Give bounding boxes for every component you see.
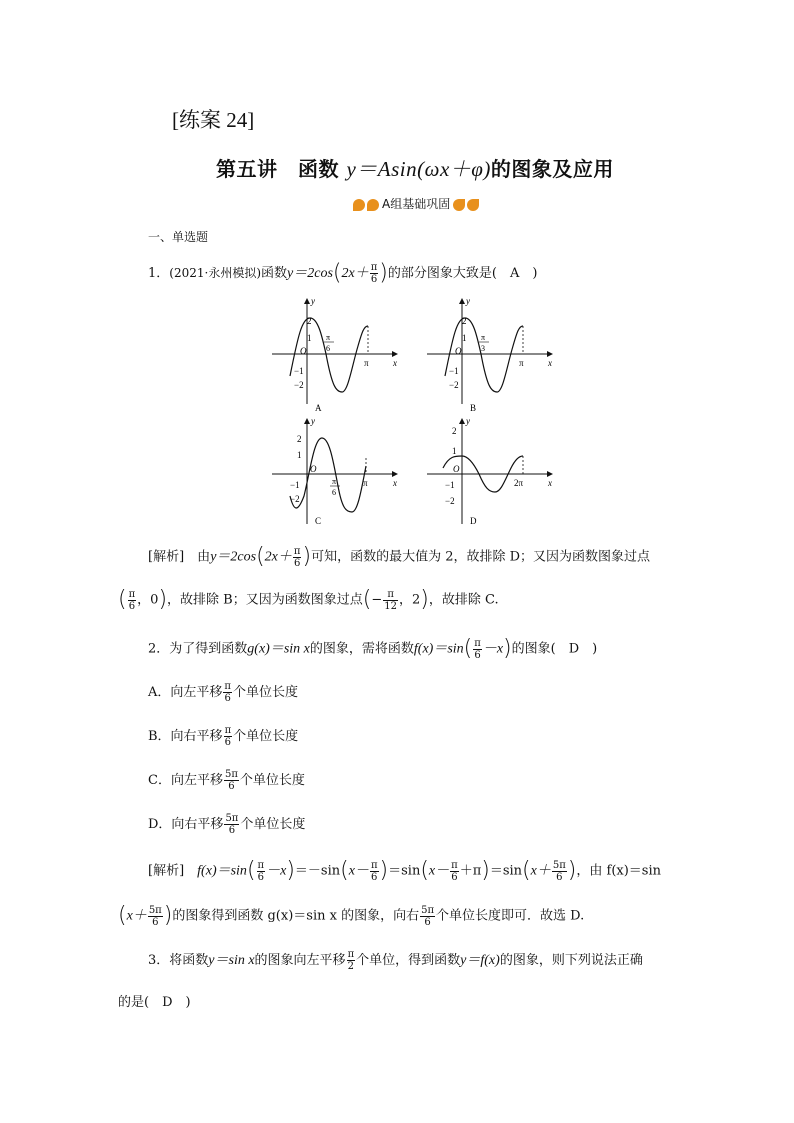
q3-stem-line1: 3．将函数y＝sin x的图象向左平移 $\frac{\pi}{2}$ 个单位，得到函数y＝f(x)的图象，则下列说法正确 xyxy=(148,949,643,972)
graph-b-y-label: y xyxy=(466,296,470,306)
q2-analysis-line2: (x＋ $\frac{5\pi}{6}$ )的图象得到函数 g(x)＝sin x 的图象，向右 $\frac{5\pi}{6}$ 个单位长度即可．故选 D. xyxy=(118,903,585,928)
group-badge xyxy=(352,195,480,212)
q1-analysis-line2: ( $\frac{\pi}{6}$ ，0)，故排除 B；又因为函数图象过点(− $\frac{\pi}{12}$ ，2)，故排除 C. xyxy=(118,587,499,612)
q2-stem: 2．为了得到函数g(x)＝sin x的图象，需将函数f(x)＝sin( $\frac{\pi}{6}$ －x)的图象( D ) xyxy=(148,636,598,661)
graph-c-y-label: y xyxy=(311,416,315,426)
graph-d-xmark: 2π xyxy=(514,478,524,488)
q1-analysis-line1: [解析] 由y＝2cos(2x＋ $\frac{\pi}{6}$ )可知，函数的最大值为 2，故排除 D；又因为函数图象过点 xyxy=(148,544,651,569)
left-quote-icon xyxy=(353,199,365,211)
q2-analysis-line1: [解析] f(x)＝sin( $\frac{\pi}{6}$ －x)＝－sin(x－ $\frac{\pi}{6}$ )＝sin(x－ $\frac{\pi}{6}$ ＋π)＝sin(x＋ $\frac{5\pi}{6}$ )，由 f(x)＝sin xyxy=(148,858,662,883)
graph-b-xmark: π xyxy=(519,358,524,368)
graph-b-note-d: 3 xyxy=(481,344,485,353)
q1-stem: 1．(2021·永州模拟)函数y＝2cos(2x＋ $\frac{\pi}{6}$ )的部分图象大致是( A ) xyxy=(148,260,538,286)
graph-a-tick-2: 2 xyxy=(307,316,312,326)
q1-graphs xyxy=(260,296,560,536)
graph-d xyxy=(427,416,553,526)
graph-a-origin: O xyxy=(300,346,307,356)
graph-a-xmark: π xyxy=(364,358,369,368)
right-quote-icon-2 xyxy=(467,199,479,211)
graph-d-origin: O xyxy=(453,464,460,474)
graph-a-y-label: y xyxy=(311,296,315,306)
graph-b-tick-1: 1 xyxy=(462,333,467,343)
graph-c-xmark: π xyxy=(363,478,368,488)
q2-option-c[interactable]: C．向左平移 $\frac{5\pi}{6}$ 个单位长度 xyxy=(148,769,305,792)
graph-b-note-n: π xyxy=(481,333,486,342)
graph-a-tick-1: 1 xyxy=(307,333,312,343)
graph-c-note-d: 6 xyxy=(332,488,336,497)
graph-c-tick-m2: −2 xyxy=(290,494,300,504)
graph-a xyxy=(272,296,398,413)
q3-stem-line2: 的是( D ) xyxy=(118,995,191,1010)
graph-a-note-d: 6 xyxy=(326,344,330,353)
graph-b-tick-m1: −1 xyxy=(449,366,459,376)
graph-b-tick-2: 2 xyxy=(462,316,467,326)
left-quote-icon-2 xyxy=(367,199,379,211)
graph-a-label: A xyxy=(315,403,322,413)
right-quote-icon xyxy=(453,199,465,211)
page-title xyxy=(216,153,614,183)
graph-c-tick-m1: −1 xyxy=(290,480,300,490)
group-label: A组基础巩固 xyxy=(382,197,451,211)
graph-d-tick-m1: −1 xyxy=(445,480,455,490)
title-prefix: 第五讲 函数 xyxy=(216,157,347,181)
graph-b-tick-m2: −2 xyxy=(449,380,459,390)
q2-option-b[interactable]: B．向右平移 $\frac{\pi}{6}$ 个单位长度 xyxy=(148,725,299,748)
graph-a-note-n: π xyxy=(326,333,331,342)
graph-c-x-label: x xyxy=(393,478,397,488)
graph-c xyxy=(272,416,398,526)
graph-d-tick-2: 2 xyxy=(452,426,457,436)
graph-b xyxy=(427,296,553,413)
title-suffix: 的图象及应用 xyxy=(490,157,614,181)
graph-b-origin: O xyxy=(455,346,462,356)
graph-d-tick-m2: −2 xyxy=(445,496,455,506)
graph-b-x-label: x xyxy=(548,358,552,368)
graph-d-label: D xyxy=(470,516,477,526)
graph-c-note-n: π xyxy=(332,477,337,486)
graph-c-origin: O xyxy=(310,464,317,474)
graph-d-tick-1: 1 xyxy=(452,446,457,456)
graph-c-label: C xyxy=(315,516,322,526)
graph-c-tick-2: 2 xyxy=(297,434,302,444)
title-formula: y＝Asin(ωx＋φ) xyxy=(346,157,491,181)
graph-a-tick-m1: −1 xyxy=(294,366,304,376)
q2-option-a[interactable]: A．向左平移 $\frac{\pi}{6}$ 个单位长度 xyxy=(148,681,298,704)
graph-a-tick-m2: −2 xyxy=(294,380,304,390)
graph-d-y-label: y xyxy=(466,416,470,426)
exercise-number: [练案 24] xyxy=(172,108,255,132)
graph-a-x-label: x xyxy=(393,358,397,368)
graph-d-x-label: x xyxy=(548,478,552,488)
q2-option-d[interactable]: D．向右平移 $\frac{5\pi}{6}$ 个单位长度 xyxy=(148,813,306,836)
graph-c-tick-1: 1 xyxy=(297,450,302,460)
graph-b-label: B xyxy=(470,403,477,413)
section-label: 一、单选题 xyxy=(148,230,209,244)
